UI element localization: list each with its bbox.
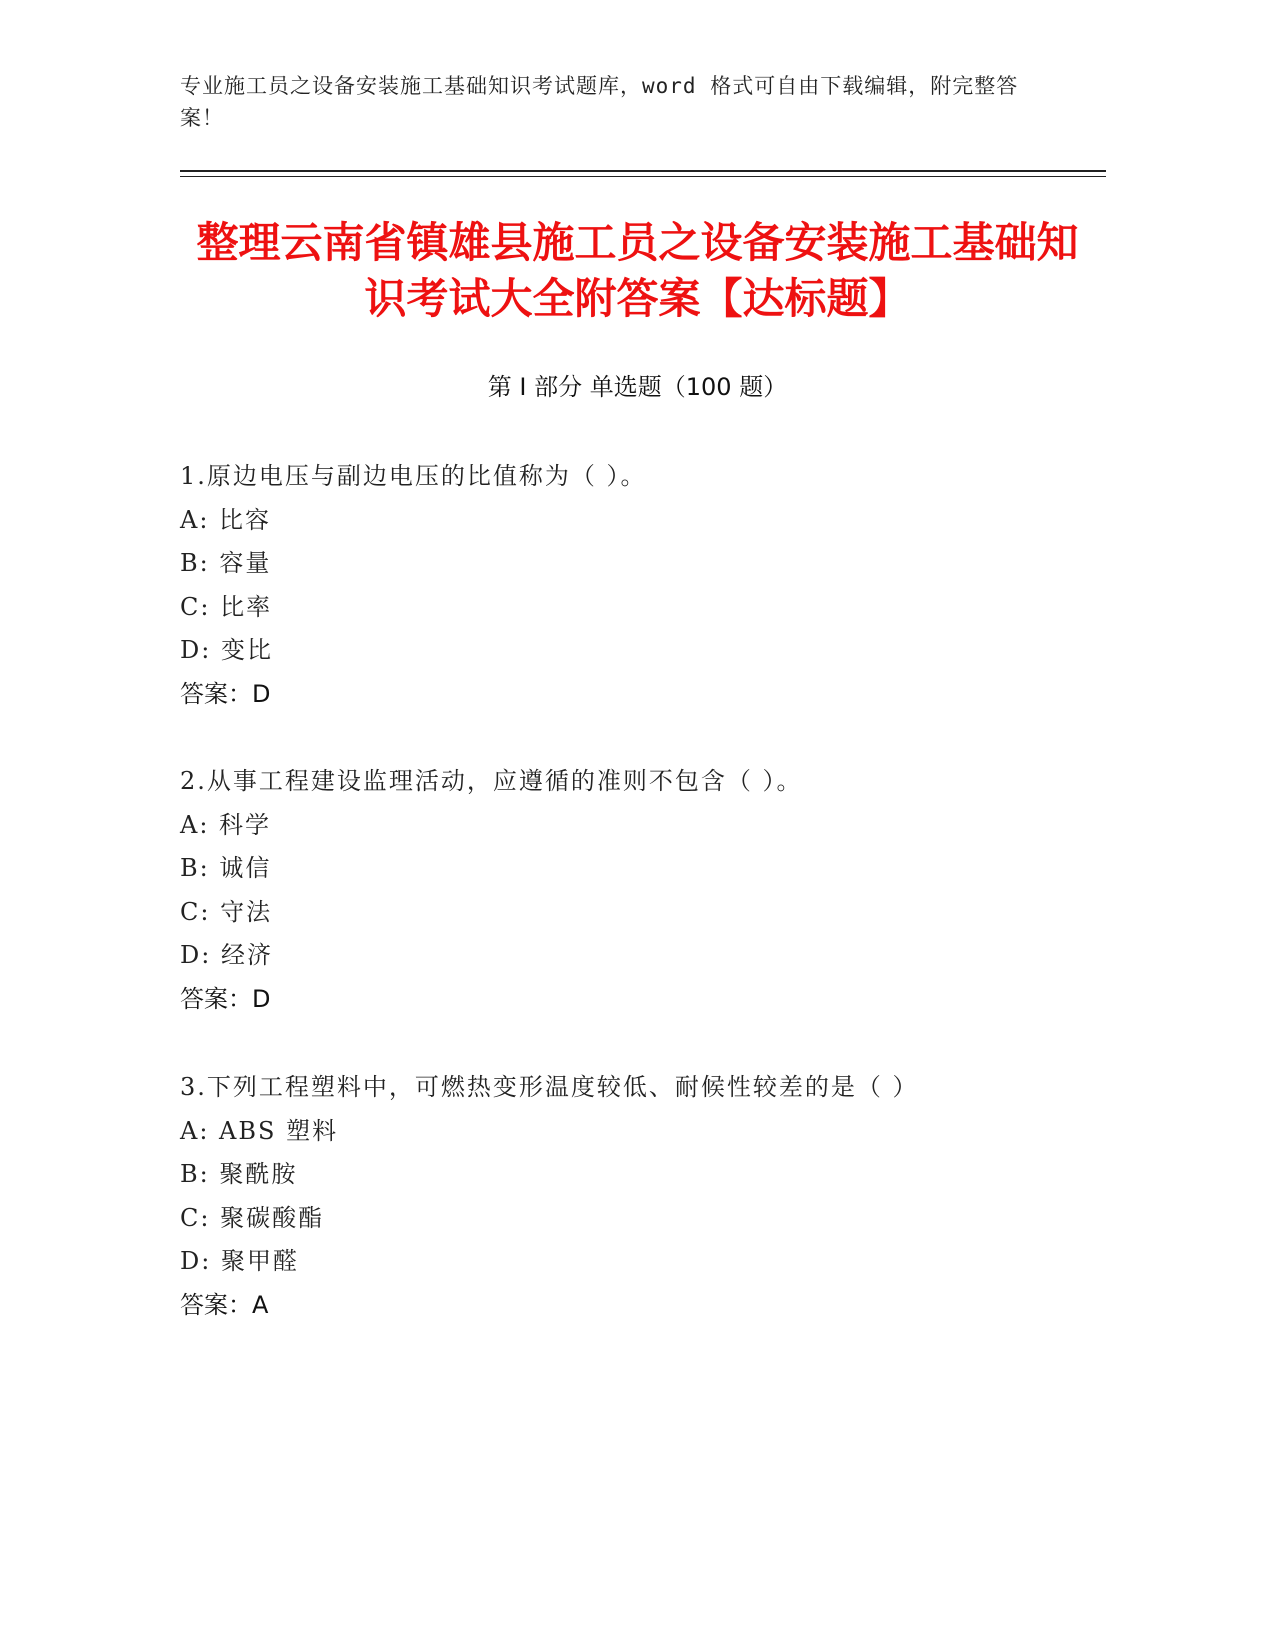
answer-line: 答案：A xyxy=(180,1290,269,1319)
question-block xyxy=(180,760,1080,1022)
option-a: A: 比容 xyxy=(180,505,272,534)
answer-line: 答案：D xyxy=(180,984,271,1013)
question-block xyxy=(180,455,1080,717)
option-b: B: 容量 xyxy=(180,549,272,578)
document-title: 整理云南省镇雄县施工员之设备安装施工基础知识考试大全附答案【达标题】 xyxy=(196,218,1079,323)
section-heading: 第 I 部分 单选题（100 题） xyxy=(487,373,788,401)
option-b: B: 诚信 xyxy=(180,854,272,883)
option-a: A: ABS 塑料 xyxy=(180,1116,339,1145)
option-b: B: 聚酰胺 xyxy=(180,1160,298,1189)
question-stem: 1.原边电压与副边电压的比值称为（ ）。 xyxy=(180,462,647,490)
question-stem: 2.从事工程建设监理活动，应遵循的准则不包含（ ）。 xyxy=(180,767,803,795)
option-d: D: 经济 xyxy=(180,941,273,970)
question-block xyxy=(180,1066,1080,1328)
option-c: C: 守法 xyxy=(180,897,273,926)
header-note: 专业施工员之设备安装施工基础知识考试题库，word 格式可自由下载编辑，附完整答案！ xyxy=(180,74,1019,130)
header-divider-thick xyxy=(180,170,1106,172)
option-c: C: 聚碳酸酯 xyxy=(180,1203,325,1232)
option-d: D: 聚甲醛 xyxy=(180,1247,299,1276)
option-c: C: 比率 xyxy=(180,592,273,621)
option-d: D: 变比 xyxy=(180,636,273,665)
answer-line: 答案：D xyxy=(180,679,271,708)
header-divider-thin xyxy=(180,176,1106,177)
question-stem: 3.下列工程塑料中，可燃热变形温度较低、耐候性较差的是（ ） xyxy=(180,1073,919,1101)
option-a: A: 科学 xyxy=(180,810,272,839)
